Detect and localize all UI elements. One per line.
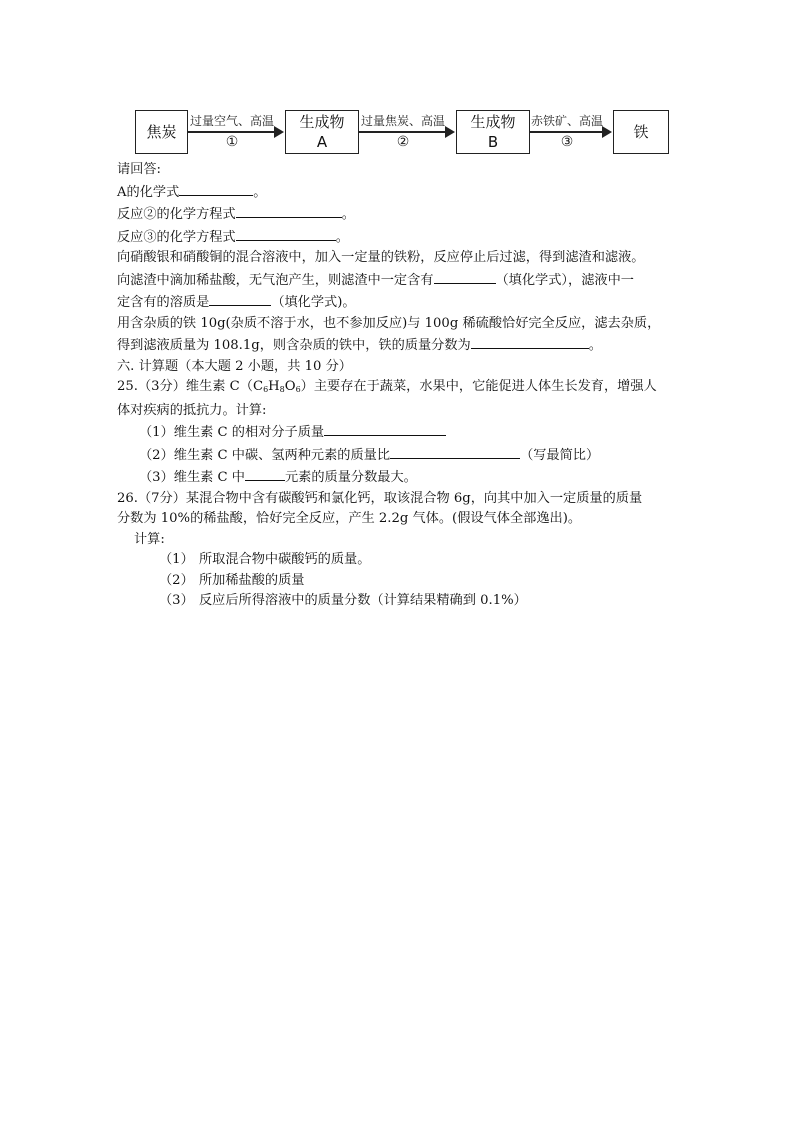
q26-item (117, 591, 687, 612)
q2-line2 (117, 269, 687, 292)
q25-item2 (117, 444, 687, 467)
answer-blank[interactable] (179, 181, 253, 196)
q25-item3 (117, 466, 687, 489)
arrow-2-condition: 过量焦炭、高温 (360, 114, 445, 128)
q26-line1: 26.（7分）某混合物中含有碳酸钙和氯化钙，取该混合物 6g，向其中加入一定质量的质量 (117, 490, 643, 506)
section-6-heading: 六. 计算题（本大题 2 小题，共 10 分） (117, 358, 352, 374)
arrow-3-condition: 赤铁矿、高温 (530, 114, 603, 128)
question-text (117, 160, 687, 612)
q26-item-number: （3） (159, 593, 194, 608)
arrow-reaction-1 (188, 112, 284, 152)
q3-line2-prompt: 得到滤液质量为 108.1g，则含杂质的铁中，铁的质量分数为 (117, 338, 471, 353)
q26-item (117, 571, 687, 592)
q26-item (117, 550, 687, 571)
q25-o: O (284, 379, 296, 394)
box-iron-label: 铁 (633, 123, 649, 141)
q1-intro: 请回答: (117, 162, 162, 177)
box-iron (613, 110, 669, 154)
box-product-b-line2: B (487, 133, 499, 151)
q25-line1 (117, 377, 687, 401)
q3-line2 (117, 334, 687, 357)
q1-reaction2-line (117, 203, 687, 226)
period: 。 (335, 229, 349, 245)
box-product-b-line1: 生成物 (470, 113, 516, 131)
arrow-3-number: ③ (560, 134, 574, 150)
period: 。 (588, 338, 602, 353)
q25-h: H (268, 379, 280, 394)
q2-line2-prompt: 向滤渣中滴加稀盐酸，无气泡产生，则滤渣中一定含有 (117, 272, 434, 288)
q26-calc-label: 计算: (134, 531, 165, 547)
arrow-1-number: ① (225, 134, 239, 150)
q2-line1: 向硝酸银和硝酸铜的混合溶液中，加入一定量的铁粉，反应停止后过滤，得到滤渣和滤液。 (117, 250, 645, 265)
arrow-3-line (530, 131, 604, 133)
answer-blank[interactable] (324, 421, 446, 436)
arrow-1-line (188, 131, 276, 133)
q26-item-number: （1） (159, 552, 194, 567)
arrow-reaction-3 (530, 112, 612, 152)
q25-suffix: ）主要存在于蔬菜，水果中，它能促进人体生长发育，增强人 (300, 379, 657, 394)
q1-reaction3-prompt: 反应③的化学方程式 (117, 229, 236, 245)
q25-sub-8: 8 (279, 385, 285, 394)
q25-item1 (117, 421, 687, 444)
q2-line3-suffix: （填化学式)。 (271, 295, 356, 310)
answer-blank[interactable] (236, 226, 336, 241)
box-coke-label: 焦炭 (146, 123, 177, 141)
box-coke (135, 110, 188, 154)
q2-line3 (117, 291, 687, 314)
q2-line2-suffix: （填化学式），滤液中一 (495, 272, 634, 288)
period: 。 (253, 184, 267, 200)
flow-diagram (0, 0, 794, 160)
q1-a-formula-prompt: A的化学式 (117, 184, 180, 200)
q3-line1: 用含杂质的铁 10g(杂质不溶于水，也不参加反应)与 100g 稀硫酸恰好完全反应，滤去杂质， (117, 315, 661, 331)
q1-reaction2-prompt: 反应②的化学方程式 (117, 207, 236, 222)
box-product-a-line1: 生成物 (299, 113, 345, 131)
q25-line2: 体对疾病的抵抗力。计算: (117, 402, 267, 418)
q25-sub-6b: 6 (295, 385, 301, 394)
q25-prefix: 25.（3分）维生素 C（C (117, 379, 264, 394)
arrow-2-line (359, 131, 447, 133)
answer-blank[interactable] (245, 466, 285, 481)
arrow-reaction-2 (359, 112, 455, 152)
q2-line3-prompt: 定含有的溶质是 (117, 295, 210, 310)
arrow-1-condition: 过量空气、高温 (189, 114, 274, 128)
q25-sub-6a: 6 (263, 385, 269, 394)
answer-blank[interactable] (236, 203, 342, 218)
q26-item-text: 反应后所得溶液中的质量分数（计算结果精确到 0.1%） (199, 593, 527, 608)
q1-reaction3-line (117, 226, 687, 249)
q26-item-number: （2） (159, 572, 194, 588)
answer-blank[interactable] (209, 291, 271, 306)
answer-blank[interactable] (471, 334, 589, 349)
q25-item2-prompt: （2）维生素 C 中碳、氢两种元素的质量比 (139, 447, 391, 463)
q26-item-text: 所取混合物中碳酸钙的质量。 (199, 552, 371, 567)
q25-item2-suffix: （写最简比） (520, 447, 600, 463)
q25-item3-prompt: （3）维生素 C 中 (139, 470, 245, 485)
box-product-a (285, 110, 359, 154)
q1-a-formula-line (117, 181, 687, 204)
period: 。 (341, 207, 355, 222)
answer-blank[interactable] (390, 444, 520, 459)
arrow-2-number: ② (396, 134, 410, 150)
q26-item-text: 所加稀盐酸的质量 (199, 572, 305, 588)
q26-line2: 分数为 10%的稀盐酸，恰好完全反应，产生 2.2g 气体。(假设气体全部逸出)。 (117, 511, 582, 526)
box-product-b (456, 110, 530, 154)
q25-item1-prompt: （1）维生素 C 的相对分子质量 (139, 425, 325, 440)
answer-blank[interactable] (434, 269, 496, 284)
q25-item3-suffix: 元素的质量分数最大。 (285, 470, 417, 485)
box-product-a-line2: A (316, 133, 328, 151)
